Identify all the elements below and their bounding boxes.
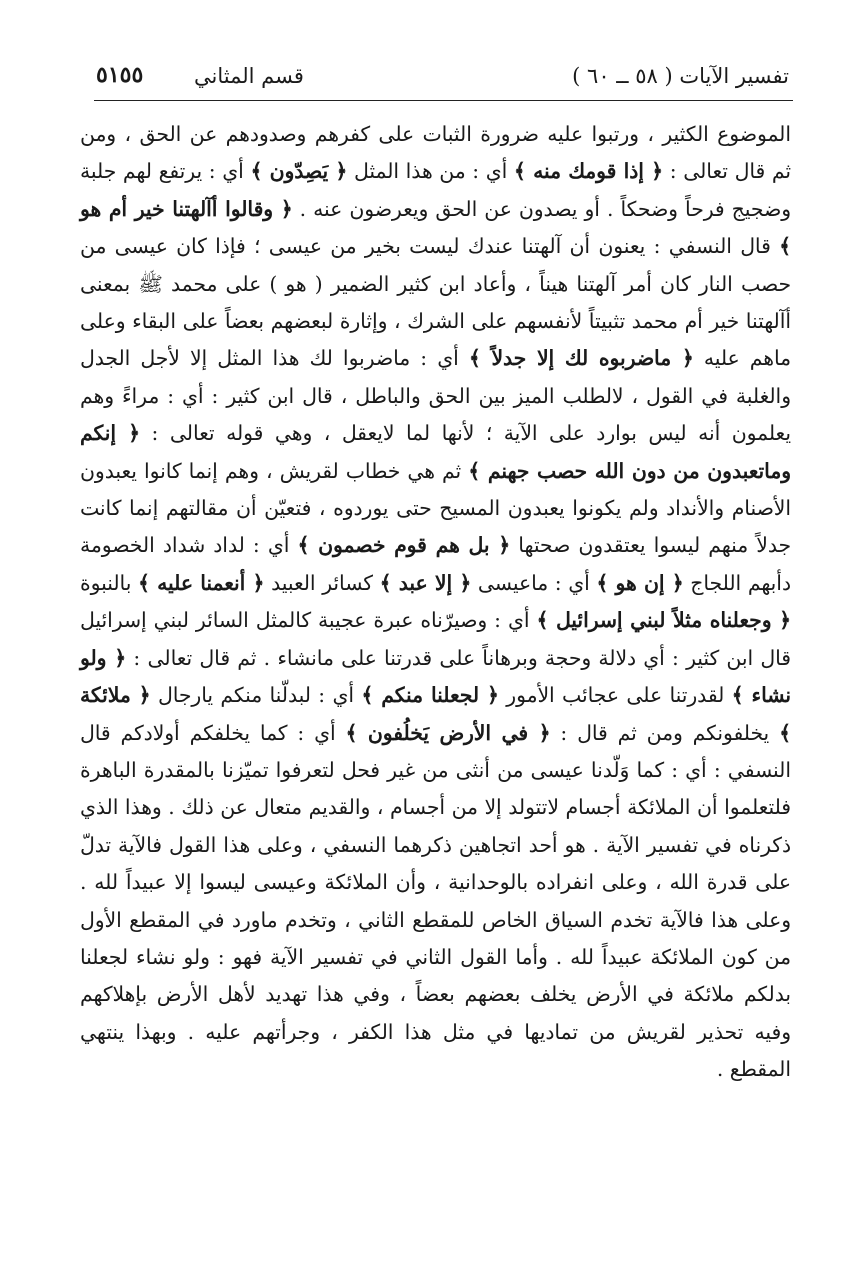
commentary-text: أي : من هذا المثل <box>347 159 514 184</box>
commentary-text: بالنبوة <box>80 570 138 595</box>
quran-quote: ﴿ إن هو ﴾ <box>596 570 684 595</box>
running-title: تفسير الآيات ( ٥٨ ــ ٦٠ ) <box>572 64 789 88</box>
quran-quote: ﴿ إلا عبد ﴾ <box>379 570 472 595</box>
commentary-text: أي : ماضربوا لك هذا المثل إلا لأجل الجدل والغلبة في القول ، لالطلب الميز بين الحق والباطل ، قال ابن كثير : أي : مراءً وهم يعلمون أنه ليس بوارد على الآية ؛ لأنها لما لايعقل ، وهي قوله تعالى : <box>80 346 791 446</box>
commentary-text: قال النسفي : يعنون أن آلهتنا عندك ليست بخير من عيسى ؛ فإذا كان عيسى من حصب النار كان أمر آلهتنا هيناً ، وأعاد ابن كثير الضمير ( هو ) على محمد ﷺ بمعنى أآلهتنا خير أم محمد تثبيتاً لأنفسهم على الشرك ، وإثارة لبعضهم بعضاً على البقاء وعلى ماهم عليه <box>80 234 791 371</box>
quran-quote: ﴿ في الأرض يَخلُفون ﴾ <box>345 720 551 745</box>
commentary-text: أي : ماعيسى <box>471 570 597 595</box>
commentary-text: أي : كما يخلفكم أولادكم قال النسفي : أي : كما وَلّدنا عيسى من أنثى من غير فحل لتعرفوا تميّزنا بالمقدرة الباهرة فلتعلموا أن الملائكة أجسام لاتتولد إلا من أجسام ، والقديم متعال عن ذلك . وهذا الذي ذكرناه في تفسير الآية . هو أحد اتجاهين ذكرهما النسفي ، وعلى هذا القول فالآية تدلّ على قدرة الله ، وعلى انفراده بالوحدانية ، وأن الملائكة وعيسى ليسوا إلا عبيداً لله . وعلى هذا فالآية تخدم السياق الخاص للمقطع الثاني ، وتخدم ماورد في المقطع الأول من كون الملائكة عبيداً لله . وأما القول الثاني في تفسير الآية فهو : ولو نشاء لجعلنا بدلكم ملائكة في الأرض يخلف بعضهم بعضاً ، وفي هذا تهديد لأهل الأرض بإهلاكهم وفيه تحذير لقريش من تماديها في مثل هذا الكفر ، وجرأتهم عليه . وبهذا ينتهي المقطع . <box>80 720 791 1082</box>
commentary-text: أي : لبدلّنا منكم يارجال <box>150 683 362 708</box>
quran-quote: ﴿ أنعمنا عليه ﴾ <box>138 570 265 595</box>
commentary-text: لقدرتنا على عجائب الأمور <box>498 683 732 708</box>
quran-quote: ﴿ وجعلناه مثلاً لبني إسرائيل ﴾ <box>536 608 791 633</box>
quran-quote: ﴿ ولو نشاء ﴾ <box>80 645 791 708</box>
commentary-text: كسائر العبيد <box>264 570 380 595</box>
quran-quote: ﴿ ملائكة ﴾ <box>80 683 791 745</box>
commentary-text: أي : لداد شداد الخصومة دأبهم اللجاج <box>80 533 791 595</box>
quran-quote: ﴿ يَصِدّون ﴾ <box>250 159 348 184</box>
quran-quote: ﴿ لجعلنا منكم ﴾ <box>361 683 499 708</box>
commentary-text: الموضوع الكثير ، ورتبوا عليه ضرورة الثبات على كفرهم وصدودهم عن الحق ، ومن ثم قال تعالى : <box>80 122 791 184</box>
commentary-text: أي : وصيرّناه عبرة عجيبة كالمثل السائر لبني إسرائيل قال ابن كثير : أي دلالة وحجة وبرهاناً على قدرتنا على مانشاء . ثم قال تعالى : <box>80 608 791 670</box>
quran-quote: ﴿ إذا قومك منه ﴾ <box>513 159 664 184</box>
section-name: قسم المثاني <box>194 64 304 88</box>
commentary-text: يخلفونكم ومن ثم قال : <box>550 720 780 745</box>
commentary-text: ثم هي خطاب لقريش ، وهم إنما كانوا يعبدون الأصنام والأنداد ولم يكونوا يعبدون المسيح حتى يوردوه ، فتعيّن أن مقالتهم إنما كانت جدلاً منهم ليسوا يعتقدون صحتها <box>80 458 791 558</box>
quran-quote: ﴿ ماضربوه لك إلا جدلاً ﴾ <box>468 346 694 371</box>
body-text <box>80 116 791 1089</box>
quran-quote: ﴿ وقالوا أآلهتنا خير أم هو ﴾ <box>80 196 791 259</box>
quran-quote: ﴿ إنكم وماتعبدون من دون الله حصب جهنم ﴾ <box>80 421 791 483</box>
page-number: ٥١٥٥ <box>96 62 144 88</box>
quran-quote: ﴿ بل هم قوم خصمون ﴾ <box>297 533 511 558</box>
page-header <box>94 58 793 101</box>
commentary-text: أي : يرتفع لهم جلبة وضجيج فرحاً وضحكاً . أو يصدون عن الحق ويعرضون عنه . <box>80 159 791 221</box>
